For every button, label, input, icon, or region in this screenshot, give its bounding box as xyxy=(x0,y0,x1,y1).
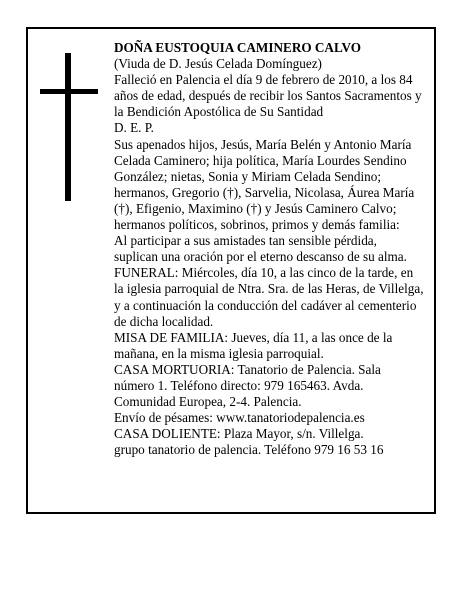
death-paragraph: Falleció en Palencia el día 9 de febrero de 2010, a los 84 años de edad, después de recibir los Santos Sacramentos y la Bendición Apostólica de Su Santidad xyxy=(114,72,422,120)
mortuary-paragraph: CASA MORTUORIA: Tanatorio de Palencia. Sala número 1. Teléfono directo: 979 165463. Avda. Comunidad Europea, 2-4. Palencia. xyxy=(114,361,381,410)
widow-of-line: (Viuda de D. Jesús Celada Domínguez) xyxy=(114,56,322,72)
latin-cross-icon xyxy=(40,53,98,201)
mourning-home-line: CASA DOLIENTE: Plaza Mayor, s/n. Villelga. xyxy=(114,426,364,442)
family-mass-paragraph: MISA DE FAMILIA: Jueves, día 11, a las once de la mañana, en la misma iglesia parroquial. xyxy=(114,329,393,361)
obituary-text xyxy=(114,40,424,458)
cross-vertical-bar xyxy=(65,53,71,201)
cross-horizontal-bar xyxy=(40,89,98,94)
deceased-name: DOÑA EUSTOQUIA CAMINERO CALVO xyxy=(114,40,362,55)
request-paragraph: Al participar a sus amistades tan sensible pérdida, suplican una oración por el eterno descanso de su alma. xyxy=(114,233,407,265)
obituary-frame xyxy=(26,27,436,514)
condolences-line: Envío de pésames: www.tanatoriodepalencia.es xyxy=(114,410,365,426)
rip-line: D. E. P. xyxy=(114,120,154,136)
funeral-paragraph: FUNERAL: Miércoles, día 10, a las cinco de la tarde, en la iglesia parroquial de Ntra. Sra. de las Heras, de Villelga, y a continuación la conducción del cadáver al cementerio de dicha localidad. xyxy=(114,265,424,329)
funeral-group-line: grupo tanatorio de palencia. Teléfono 979 16 53 16 xyxy=(114,442,384,458)
family-paragraph: Sus apenados hijos, Jesús, María Belén y Antonio María Celada Caminero; hija política, María Lourdes Sendino González; nietas, Sonia y Miriam Celada Sendino; hermanos, Gregorio (†), Sarvelia, Nicolasa, Áurea María (†), Efigenio, Maximino (†) y Jesús Caminero Calvo; hermanos políticos, sobrinos, primos y demás familia: xyxy=(114,136,415,233)
